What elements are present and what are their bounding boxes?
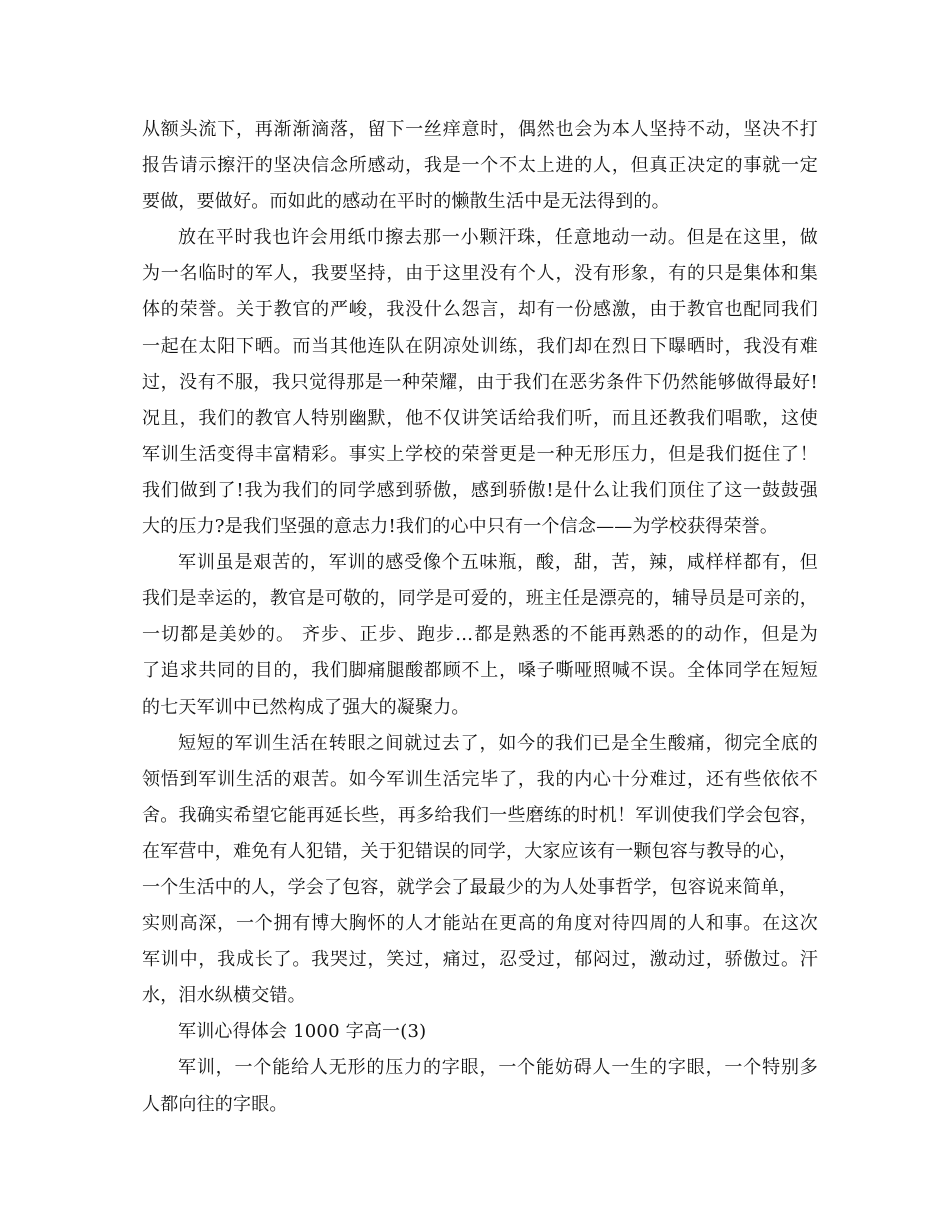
text-line: 我们做到了!我为我们的同学感到骄傲，感到骄傲!是什么让我们顶住了这一鼓鼓强 [142, 479, 818, 501]
text-line: 军训，一个能给人无形的压力的字眼，一个能妨碍人一生的字眼，一个特别多 [178, 1057, 818, 1079]
text-line: 过，没有不服，我只觉得那是一种荣耀，由于我们在恶劣条件下仍然能够做得最好! [142, 371, 818, 393]
text-line: 军训心得体会 1000 字高一(3) [178, 1021, 427, 1043]
text-line: 一切都是美妙的。 齐步、正步、跑步…都是熟悉的不能再熟悉的的动作，但是为 [142, 624, 818, 646]
text-line: 短短的军训生活在转眼之间就过去了，如今的我们已是全生酸痛，彻完全底的 [178, 732, 818, 754]
text-line: 人都向往的字眼。 [142, 1093, 288, 1115]
text-line: 的七天军训中已然构成了强大的凝聚力。 [142, 696, 470, 718]
text-line: 况且，我们的教官人特别幽默，他不仅讲笑话给我们听，而且还教我们唱歌，这使 [142, 407, 818, 429]
text-line: 军训中，我成长了。我哭过，笑过，痛过，忍受过，郁闷过，激动过，骄傲过。汗 [142, 949, 818, 971]
text-line: 了追求共同的目的，我们脚痛腿酸都顾不上，嗓子嘶哑照喊不误。全体同学在短短 [142, 660, 818, 682]
text-line: 舍。我确实希望它能再延长些，再多给我们一些磨练的时机！军训使我们学会包容， [142, 804, 818, 826]
text-line: 大的压力?是我们坚强的意志力!我们的心中只有一个信念——为学校获得荣誉。 [142, 516, 779, 538]
text-line: 我们是幸运的，教官是可敬的，同学是可爱的，班主任是漂亮的，辅导员是可亲的， [142, 588, 818, 610]
text-line: 放在平时我也许会用纸巾擦去那一小颗汗珠，任意地动一动。但是在这里，做 [178, 227, 818, 249]
text-line: 实则高深，一个拥有博大胸怀的人才能站在更高的角度对待四周的人和事。在这次 [142, 913, 818, 935]
text-line: 报告请示擦汗的坚决信念所感动，我是一个不太上进的人，但真正决定的事就一定 [142, 155, 818, 177]
text-line: 领悟到军训生活的艰苦。如今军训生活完毕了，我的内心十分难过，还有些依依不 [142, 768, 818, 790]
text-line: 要做，要做好。而如此的感动在平时的懒散生活中是无法得到的。 [142, 191, 670, 213]
text-line: 一起在太阳下晒。而当其他连队在阴凉处训练，我们却在烈日下曝晒时，我没有难 [142, 335, 818, 357]
text-line: 水，泪水纵横交错。 [142, 985, 306, 1007]
text-line: 从额头流下，再渐渐滴落，留下一丝痒意时，偶然也会为本人坚持不动，坚决不打 [142, 119, 818, 140]
text-line: 军训虽是艰苦的，军训的感受像个五味瓶，酸，甜，苦，辣，咸样样都有，但 [178, 552, 818, 574]
text-line: 在军营中，难免有人犯错，关于犯错误的同学，大家应该有一颗包容与教导的心， [142, 840, 798, 862]
text-line: 一个生活中的人，学会了包容，就学会了最最少的为人处事哲学，包容说来简单， [142, 876, 798, 898]
text-line: 为一名临时的军人，我要坚持，由于这里没有个人，没有形象，有的只是集体和集 [142, 263, 818, 285]
text-line: 军训生活变得丰富精彩。事实上学校的荣誉更是一种无形压力，但是我们挺住了！ [142, 443, 818, 465]
text-line: 体的荣誉。关于教官的严峻，我没什么怨言，却有一份感激，由于教官也配同我们 [142, 299, 818, 321]
document-body [142, 112, 818, 1123]
